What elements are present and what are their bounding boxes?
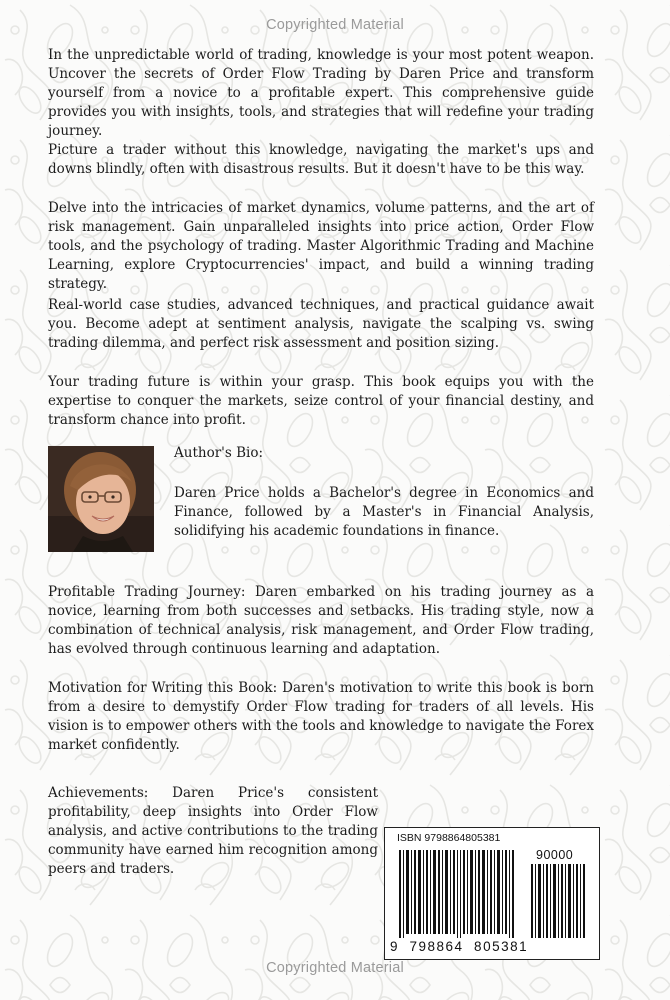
copyright-watermark-bottom: Copyrighted Material — [266, 960, 404, 976]
isbn-barcode — [384, 827, 600, 960]
isbn-label: ISBN 9798864805381 — [397, 832, 501, 844]
profitable-journey-paragraph: Profitable Trading Journey: Daren embarked on his trading journey as a novice, learning from both successes and setbacks. His trading style, now a combination of technical analysis, risk management, and Order Flow trading, has evolved through continuous learning and adaptation. — [48, 584, 594, 657]
author-bio-text: Daren Price holds a Bachelor's degree in Economics and Finance, followed by a Master's in Financial Analysis, solidifying his academic foundations in finance. — [174, 485, 594, 539]
motivation-paragraph: Motivation for Writing this Book: Daren's motivation to write this book is born from a desire to demystify Order Flow trading for traders of all levels. His vision is to empower others with the tools and knowledge to navigate the Forex market confidently. — [48, 680, 594, 753]
barcode-digits: 9 798864 805381 — [390, 939, 529, 954]
copyright-watermark-top: Copyrighted Material — [266, 17, 404, 33]
author-bio-heading: Author's Bio: — [174, 445, 263, 461]
achievements-paragraph: Achievements: Daren Price's consistent profitability, deep insights into Order Flow analysis, and active contributions to the trading community have earned him recognition among peers and traders. — [48, 785, 378, 877]
picture-paragraph: Picture a trader without this knowledge, navigating the market's ups and downs blindly, often with disastrous results. But it doesn't have to be this way. — [48, 142, 594, 177]
intro-paragraph: In the unpredictable world of trading, knowledge is your most potent weapon. Uncover the secrets of Order Flow Trading by Daren Price and transform yourself from a novice to a profitable expert. This comprehensive guide provides you with insights, tools, and strategies that will redefine your trading journey. — [48, 47, 594, 139]
price-code: 90000 — [536, 848, 574, 862]
author-photo — [48, 446, 154, 552]
future-paragraph: Your trading future is within your grasp. This book equips you with the expertise to conquer the markets, seize control of your financial destiny, and transform chance into profit. — [48, 374, 594, 428]
case-studies-paragraph: Real-world case studies, advanced techniques, and practical guidance await you. Become adept at sentiment analysis, navigate the scalping vs. swing trading dilemma, and perfect risk assessment and position sizing. — [48, 297, 594, 351]
delve-paragraph: Delve into the intricacies of market dynamics, volume patterns, and the art of risk management. Gain unparalleled insights into price action, Order Flow tools, and the psychology of trading. Master Algorithmic Trading and Machine Learning, explore Cryptocurrencies' impact, and build a winning trading strategy. — [48, 200, 594, 292]
